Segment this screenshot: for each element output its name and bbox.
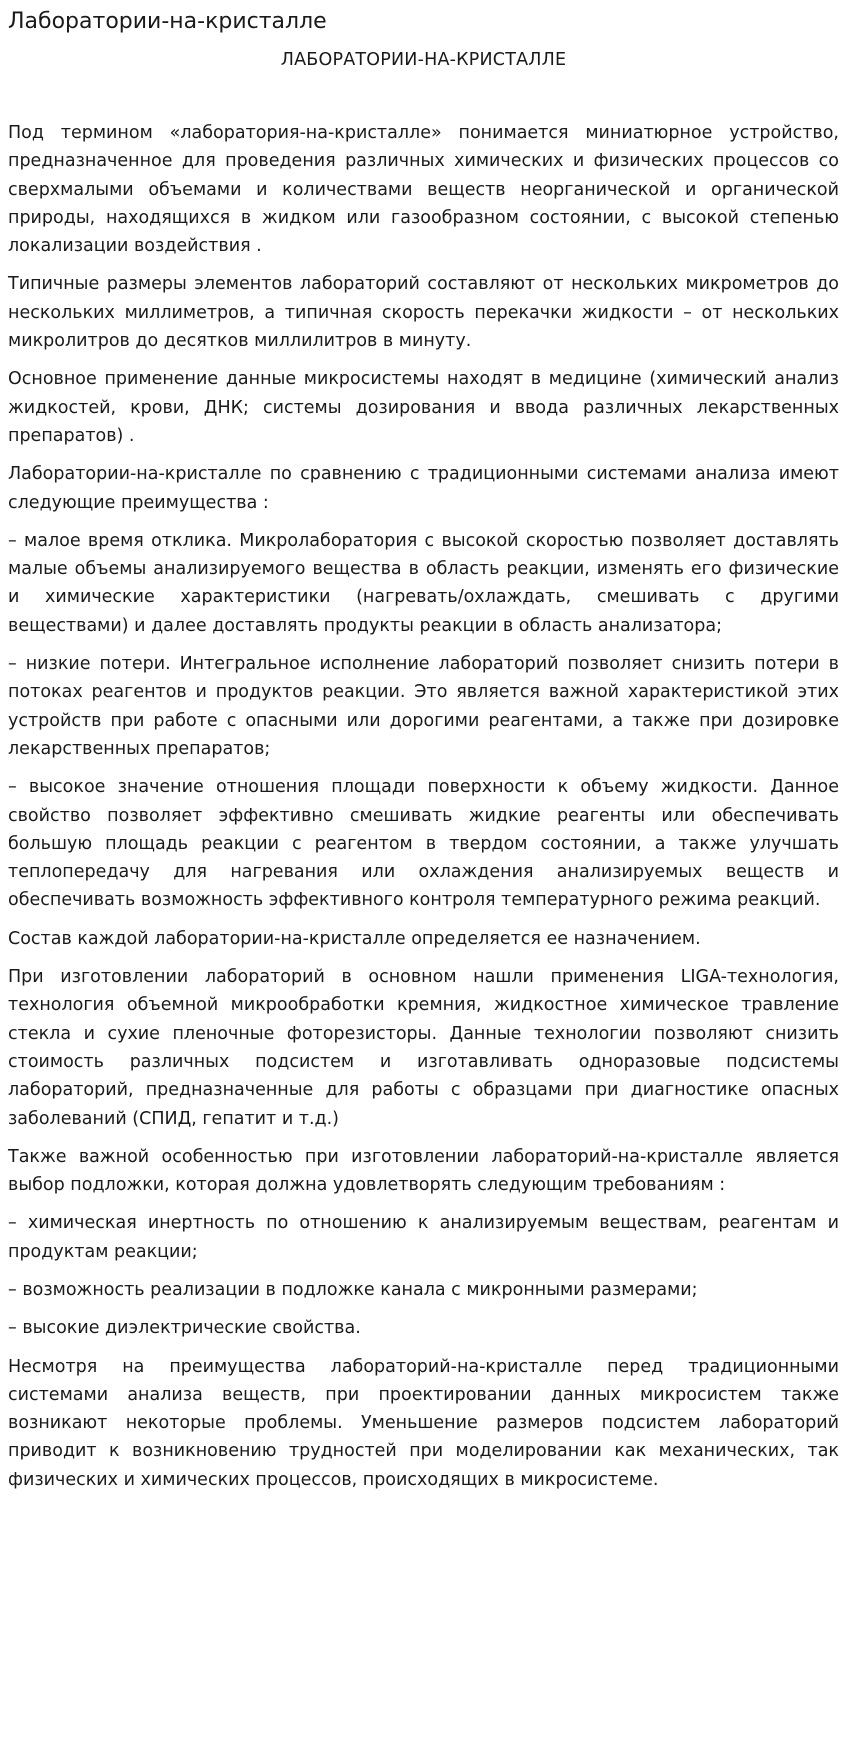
paragraph-definition: Под термином «лаборатория-на-кристалле» понимается миниатюрное устройство, предназначенное для проведения различных химических и физических процессов со сверхмалыми объемами и количествами веществ неорганической и органической природы, находящихся в жидком или газообразном состоянии, с высокой степенью локализации воздействия . (8, 123, 839, 257)
paragraph-fabrication: При изготовлении лабораторий в основном нашли применения LIGA-технология, технология объемной микрообработки кремния, жидкостное химическое травление стекла и сухие пленочные фоторезисторы. Данные технологии позволяют снизить стоимость различных подсистем и изготавливать одноразовые подсистемы лабораторий, предназначенные для работы с образцами при диагностике опасных заболеваний (СПИД, гепатит и т.д.) (8, 967, 839, 1129)
paragraph-composition: Состав каждой лаборатории-на-кристалле определяется ее назначением. (8, 928, 701, 949)
paragraph-requirement-dielectric: – высокие диэлектрические свойства. (8, 1318, 361, 1339)
document-title: Лаборатории-на-кристалле (8, 9, 327, 34)
paragraph-applications: Основное применение данные микросистемы находят в медицине (химический анализ жидкостей, крови, ДНК; системы дозирования и ввода различных лекарственных препаратов) . (8, 369, 839, 446)
paragraph-substrate-requirements: Также важной особенностью при изготовлении лабораторий-на-кристалле является выбор подложки, которая должна удовлетворять следующим требованиям : (8, 1146, 839, 1196)
paragraph-requirement-channel: – возможность реализации в подложке канала с микронными размерами; (8, 1279, 698, 1300)
paragraph-problems: Несмотря на преимущества лабораторий-на-кристалле перед традиционными системами анализа веществ, при проектировании данных микросистем также возникают некоторые проблемы. Уменьшение размеров подсистем лабораторий приводит к возникновению трудностей при моделировании как механических, так физических и химических процессов, происходящих в микросистеме. (8, 1356, 839, 1490)
paragraph-advantage-low-losses: – низкие потери. Интегральное исполнение лабораторий позволяет снизить потери в потоках реагентов и продуктов реакции. Это является важной характеристикой этих устройств при работе с опасными или дорогими реагентами, а также при дозировке лекарственных препаратов; (8, 654, 839, 759)
paragraph-advantage-response-time: – малое время отклика. Микролаборатория с высокой скоростью позволяет доставлять малые объемы анализируемого вещества в область реакции, изменять его физические и химические характеристики (нагревать/охлаждать, смешивать с другими веществами) и далее доставлять продукты реакции в область анализатора; (8, 530, 839, 636)
paragraph-advantages-intro: Лаборатории-на-кристалле по сравнению с традиционными системами анализа имеют следующие преимущества : (8, 464, 839, 513)
paragraph-requirement-inertness: – химическая инертность по отношению к анализируемым веществам, реагентам и продуктам реакции; (8, 1213, 839, 1262)
document-heading: ЛАБОРАТОРИИ-НА-КРИСТАЛЛЕ (280, 50, 567, 70)
paragraph-dimensions: Типичные размеры элементов лабораторий составляют от нескольких микрометров до нескольких миллиметров, а типичная скорость перекачки жидкости – от нескольких микролитров до десятков миллилитров в минуту. (8, 274, 839, 352)
paragraph-advantage-surface-ratio: – высокое значение отношения площади поверхности к объему жидкости. Данное свойство позволяет эффективно смешивать жидкие реагенты или обеспечивать большую площадь реакции с реагентом в твердом состоянии, а также улучшать теплопередачу для нагревания или охлаждения анализируемых веществ и обеспечивать возможность эффективного контроля температурного режима реакций. (8, 777, 839, 911)
document-body (8, 119, 839, 1494)
